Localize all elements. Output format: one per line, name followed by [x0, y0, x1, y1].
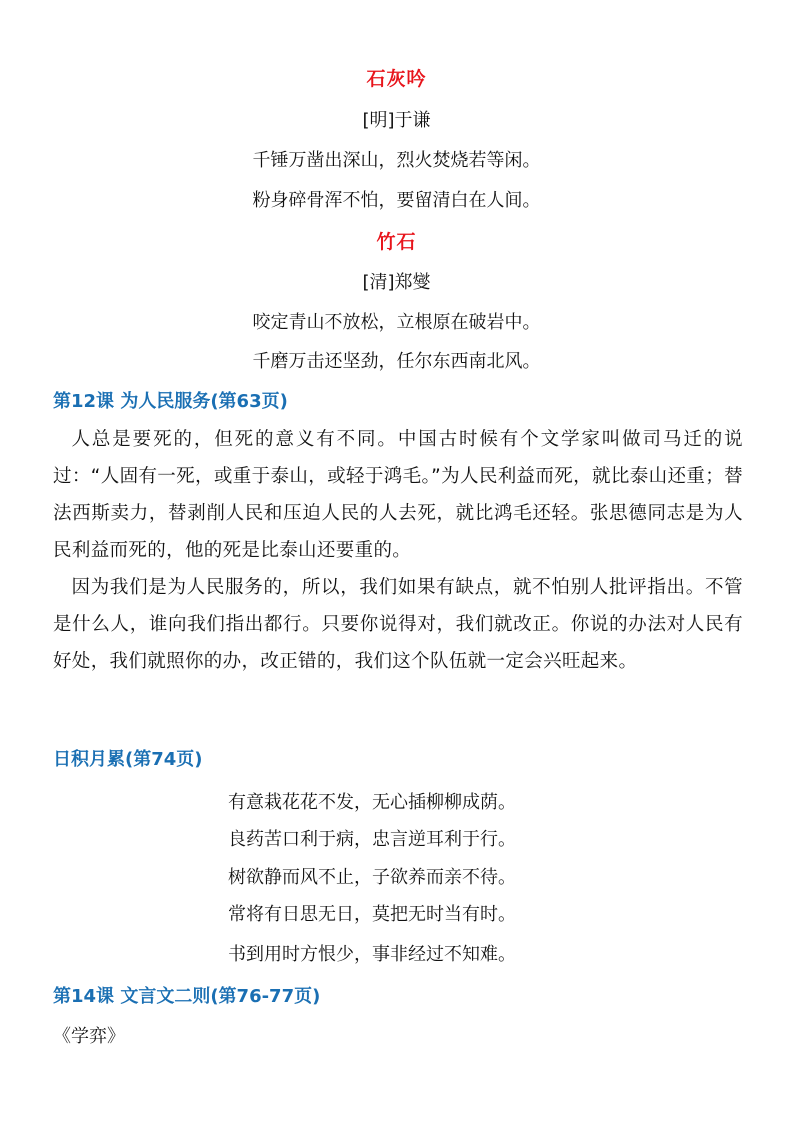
poem-line: 千锤万凿出深山，烈火焚烧若等闲。: [252, 150, 541, 171]
proverb-line: 书到用时方恨少，事非经过不知难。: [228, 944, 516, 965]
proverb-line: 常将有日思无日，莫把无时当有时。: [228, 904, 516, 925]
proverb-line: 有意栽花花不发，无心插柳柳成荫。: [228, 792, 516, 813]
section-heading-lesson14: 第14课 文言文二则(第76-77页): [53, 986, 321, 1007]
poem-title-shihuiyin: 石灰吟: [366, 68, 427, 90]
proverb-line: 良药苦口利于病，忠言逆耳利于行。: [228, 829, 516, 850]
poem-title-zhushi: 竹石: [376, 231, 417, 253]
poem-author-yuqian: [明]于谦: [362, 110, 431, 131]
section-heading-lesson12: 第12课 为人民服务(第63页): [53, 391, 288, 412]
poem-line: 咬定青山不放松，立根原在破岩中。: [252, 312, 541, 333]
paragraph: 因为我们是为人民服务的，所以，我们如果有缺点，就不怕别人批评指出。不管是什么人，谁向我们指出都行。只要你说得对，我们就改正。你说的办法对人民有好处，我们就照你的办，改正错的，我们这个队伍就一定会兴旺起来。: [53, 577, 743, 672]
paragraph: 人总是要死的，但死的意义有不同。中国古时候有个文学家叫做司马迁的说过：“人固有一死，或重于泰山，或轻于鸿毛。”为人民利益而死，就比泰山还重；替法西斯卖力，替剥削人民和压迫人民的人去死，就比鸿毛还轻。张思德同志是为人民利益而死的，他的死是比泰山还要重的。: [53, 429, 743, 561]
poem-line: 粉身碎骨浑不怕，要留清白在人间。: [252, 190, 541, 211]
poem-author-zhengxie: [清]郑燮: [362, 272, 431, 293]
section-heading-accumulation: 日积月累(第74页): [53, 749, 203, 770]
proverb-line: 树欲静而风不止，子欲养而亲不待。: [228, 867, 516, 888]
poem-line: 千磨万击还坚劲，任尔东西南北风。: [252, 351, 541, 372]
text-title-xueyi: 《学弈》: [53, 1026, 125, 1047]
